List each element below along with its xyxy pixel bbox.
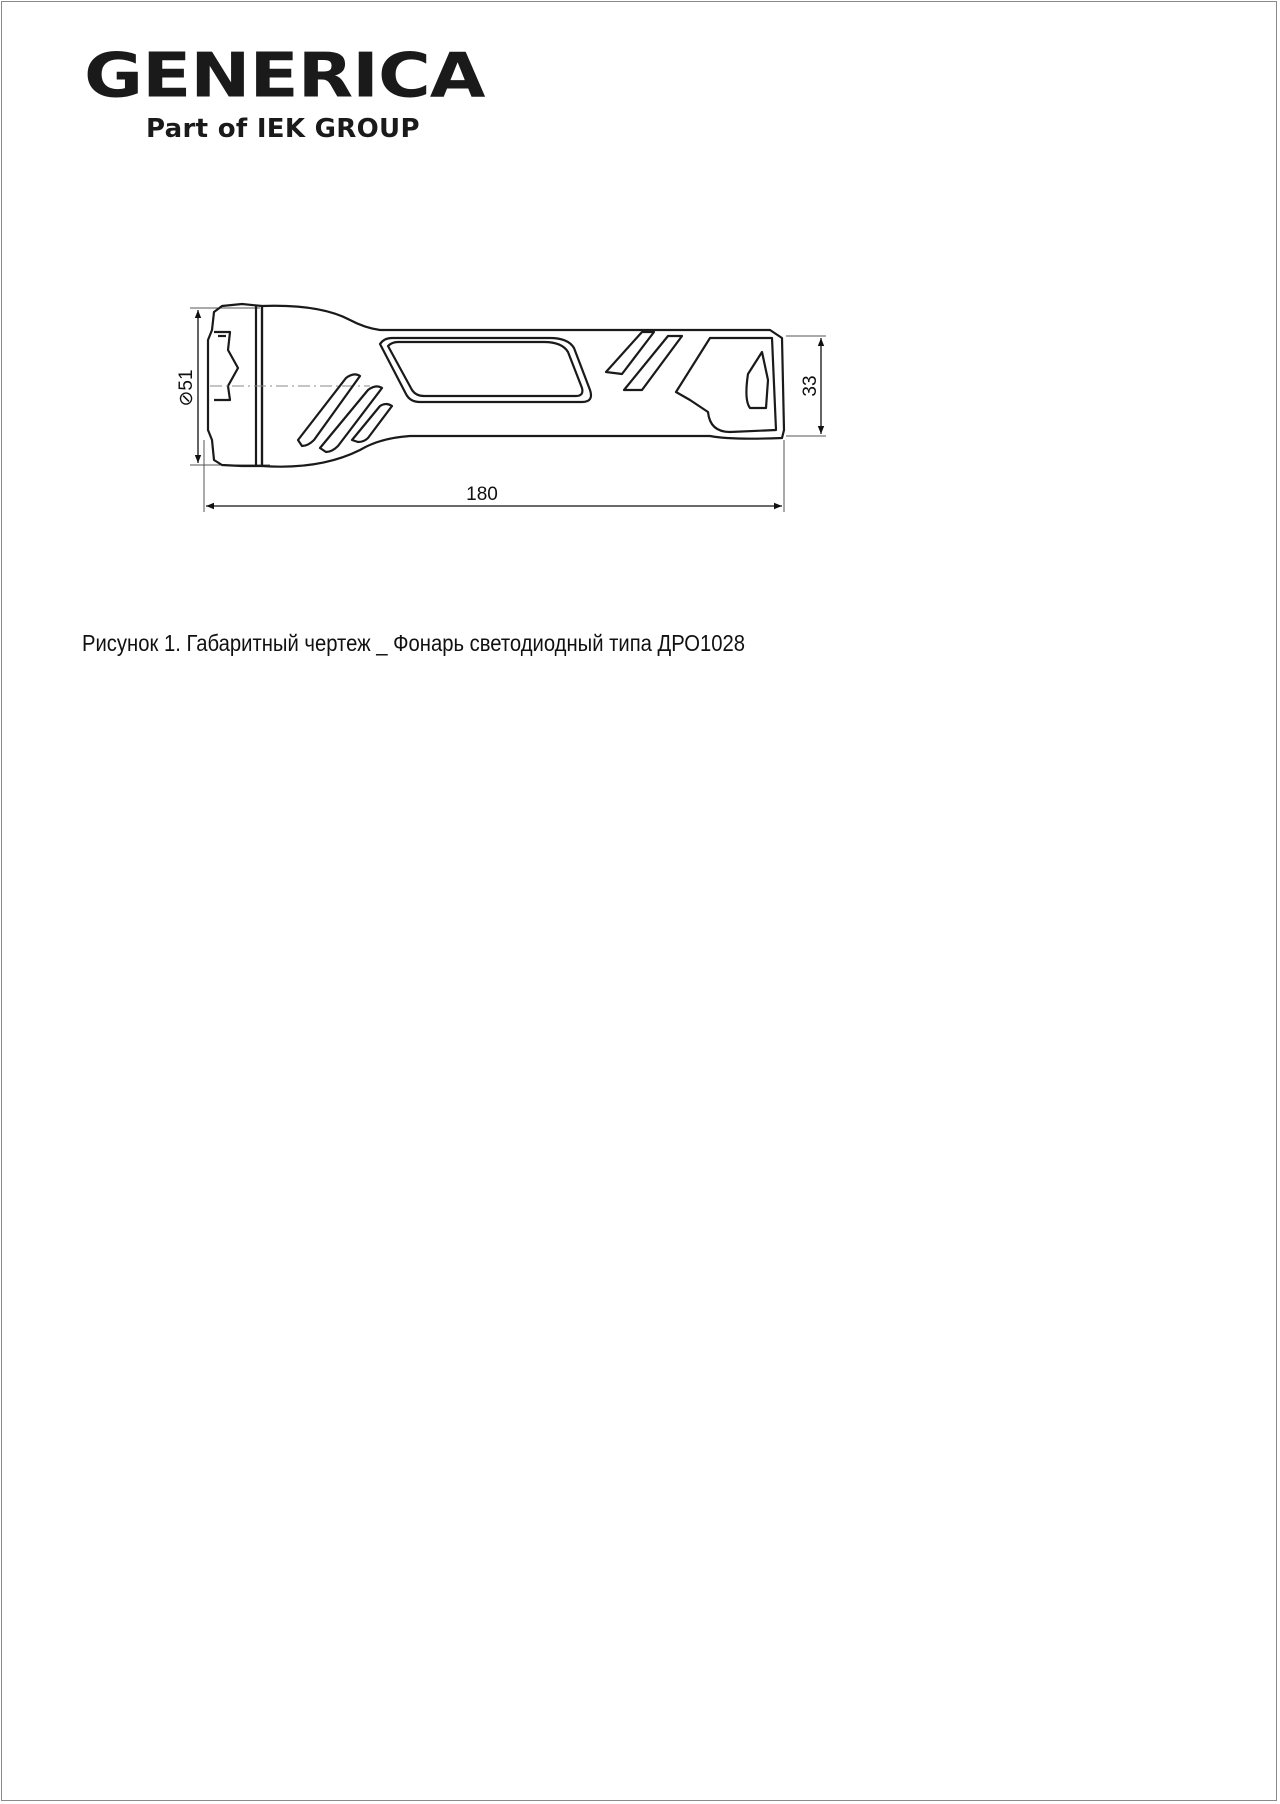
brand-name: GENERICA [84,38,485,112]
flashlight-body [208,304,784,467]
flashlight-drawing-svg [170,290,850,550]
dim-height-label: 33 [800,375,821,397]
technical-drawing [170,290,850,550]
dimension-lines [198,310,821,506]
figure-caption: Рисунок 1. Габаритный чертеж _ Фонарь светодиодный типа ДРО1028 [82,630,746,656]
dim-diameter-label: ⊘51 [176,369,197,407]
brand-logo [84,38,516,144]
page-frame [1,1,1277,1801]
brand-tagline: Part of IEK GROUP [146,114,420,144]
dim-length-label: 180 [466,484,498,505]
